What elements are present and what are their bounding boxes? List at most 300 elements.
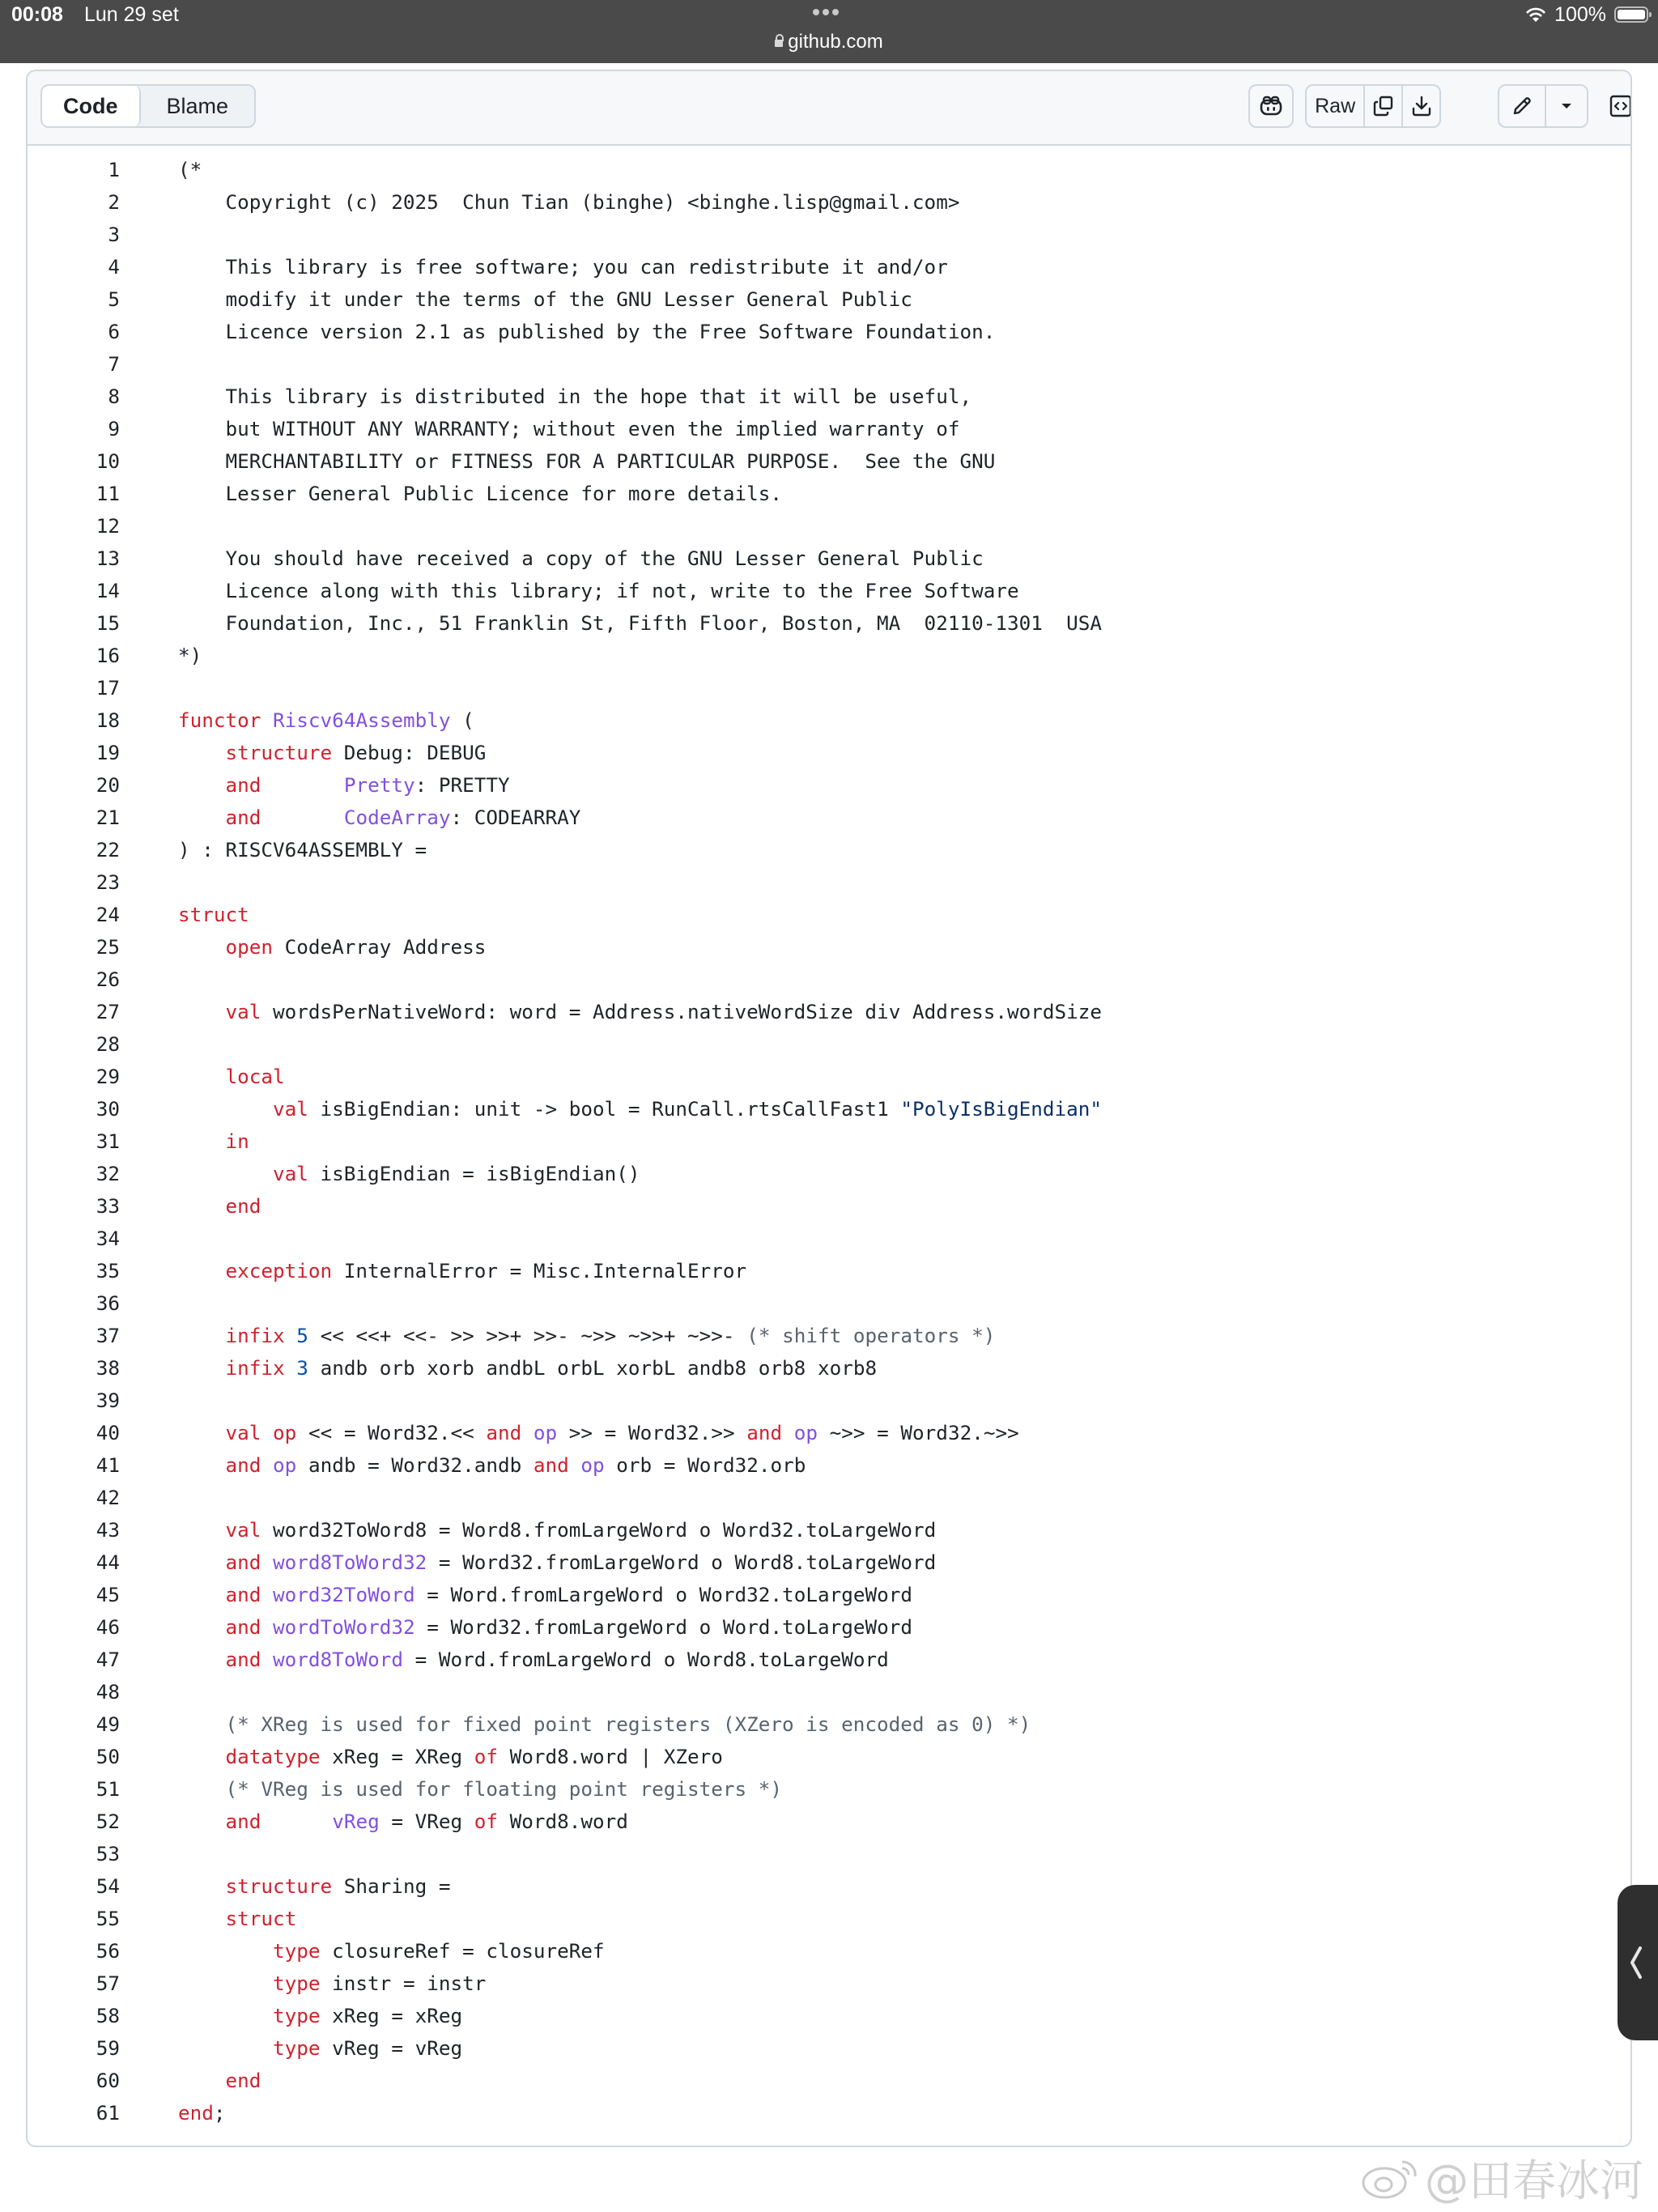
code-token: closureRef = closureRef bbox=[320, 1939, 605, 1963]
code-token: This library is free software; you can redistribute it and/or bbox=[178, 255, 948, 279]
line-number[interactable]: 32 bbox=[96, 1162, 120, 1185]
line-number[interactable]: 25 bbox=[96, 935, 120, 959]
line-number[interactable]: 51 bbox=[96, 1777, 120, 1801]
line-number[interactable]: 9 bbox=[108, 417, 120, 440]
code-line bbox=[28, 1806, 1630, 1838]
line-number[interactable]: 33 bbox=[96, 1194, 120, 1218]
code-token: CodeArray Address bbox=[273, 935, 487, 959]
code-token: of bbox=[474, 1810, 498, 1833]
code-token: and bbox=[225, 1583, 261, 1606]
code-token bbox=[178, 1648, 226, 1671]
code-token: : CODEARRAY bbox=[450, 806, 581, 829]
code-token bbox=[178, 1939, 273, 1963]
line-code bbox=[178, 381, 971, 413]
line-number[interactable]: 24 bbox=[96, 903, 120, 926]
code-token: and bbox=[225, 1810, 261, 1833]
code-token: op bbox=[793, 1421, 818, 1444]
triangle-down-icon bbox=[1560, 102, 1573, 110]
line-number[interactable]: 18 bbox=[96, 708, 120, 732]
code-token bbox=[178, 1583, 226, 1606]
multitask-dots-icon[interactable] bbox=[813, 5, 845, 13]
watermark bbox=[1360, 2146, 1643, 2209]
code-token: infix bbox=[225, 1356, 285, 1380]
line-number[interactable]: 39 bbox=[96, 1389, 120, 1412]
line-number[interactable]: 40 bbox=[96, 1421, 120, 1444]
line-number[interactable]: 50 bbox=[96, 1745, 120, 1768]
code-token: val bbox=[225, 1000, 261, 1023]
code-line bbox=[28, 1611, 1630, 1644]
line-number[interactable]: 49 bbox=[96, 1712, 120, 1736]
code-token: word32ToWord bbox=[273, 1583, 415, 1606]
code-token bbox=[178, 2036, 273, 2060]
line-number[interactable]: 5 bbox=[108, 287, 120, 311]
code-line bbox=[28, 1676, 1630, 1708]
code-token: Riscv64Assembly bbox=[273, 708, 451, 732]
code-line bbox=[28, 704, 1630, 737]
code-token: op bbox=[580, 1453, 605, 1477]
code-token: structure bbox=[225, 741, 333, 764]
line-number[interactable]: 59 bbox=[96, 2036, 120, 2060]
code-viewer bbox=[26, 70, 1632, 2147]
code-token bbox=[178, 1421, 226, 1444]
code-token: (* VReg is used for floating point registers *) bbox=[225, 1777, 783, 1801]
code-token bbox=[178, 1874, 226, 1898]
line-code bbox=[178, 1708, 1031, 1741]
code-line bbox=[28, 1546, 1630, 1579]
line-number[interactable]: 3 bbox=[108, 223, 120, 246]
code-token: Sharing = bbox=[332, 1874, 451, 1898]
code-token bbox=[178, 1162, 273, 1185]
line-code bbox=[178, 1741, 723, 1773]
code-token: type bbox=[273, 1939, 321, 1963]
line-number[interactable]: 60 bbox=[96, 2069, 120, 2092]
code-line bbox=[28, 1773, 1630, 1806]
line-code bbox=[178, 1935, 605, 1967]
code-token: and bbox=[225, 1648, 261, 1671]
code-token: modify it under the terms of the GNU Lesser General Public bbox=[178, 287, 912, 311]
line-code bbox=[178, 1093, 1102, 1125]
line-number[interactable]: 4 bbox=[108, 255, 120, 279]
code-token bbox=[178, 741, 226, 764]
line-code bbox=[178, 704, 474, 737]
edit-actions-group bbox=[1498, 84, 1588, 128]
code-token: This library is distributed in the hope that it will be useful, bbox=[178, 385, 972, 408]
line-number[interactable]: 52 bbox=[96, 1810, 120, 1833]
code-token: infix bbox=[225, 1324, 285, 1347]
line-code bbox=[178, 316, 995, 348]
code-token bbox=[178, 773, 226, 797]
line-code bbox=[178, 1611, 912, 1644]
line-number[interactable]: 8 bbox=[108, 385, 120, 408]
code-token bbox=[178, 1356, 226, 1380]
address-url: github.com bbox=[788, 31, 883, 53]
code-token bbox=[178, 1745, 226, 1768]
line-number[interactable]: 16 bbox=[96, 644, 120, 667]
code-token: = Word32.fromLargeWord o Word.toLargeWord bbox=[414, 1615, 912, 1639]
line-number[interactable]: 11 bbox=[96, 482, 120, 505]
line-number[interactable]: 28 bbox=[96, 1032, 120, 1056]
code-line bbox=[28, 510, 1630, 542]
line-code bbox=[178, 1870, 450, 1903]
line-code bbox=[178, 186, 959, 219]
code-token bbox=[178, 1712, 226, 1736]
code-token: vReg bbox=[332, 1810, 380, 1833]
code-token bbox=[569, 1453, 581, 1477]
code-line bbox=[28, 1093, 1630, 1125]
code-token: in bbox=[225, 1129, 249, 1153]
code-token: word8ToWord bbox=[273, 1648, 403, 1671]
line-number[interactable]: 61 bbox=[96, 2101, 120, 2125]
code-token: and bbox=[225, 806, 261, 829]
code-token: 5 bbox=[296, 1324, 308, 1347]
code-line bbox=[28, 802, 1630, 834]
line-number[interactable]: 21 bbox=[96, 806, 120, 829]
line-number[interactable]: 20 bbox=[96, 773, 120, 797]
raw-button[interactable] bbox=[1307, 86, 1365, 126]
code-token: local bbox=[225, 1065, 285, 1088]
code-token: val bbox=[225, 1421, 261, 1444]
code-line bbox=[28, 542, 1630, 575]
code-token: type bbox=[273, 1972, 321, 1995]
line-code bbox=[178, 251, 948, 283]
code-token: MERCHANTABILITY or FITNESS FOR A PARTICULAR PURPOSE. See the GNU bbox=[178, 449, 996, 473]
code-token bbox=[261, 1583, 273, 1606]
line-code bbox=[178, 413, 959, 445]
code-line bbox=[28, 737, 1630, 769]
file-toolbar bbox=[28, 71, 1630, 146]
code-token: but WITHOUT ANY WARRANTY; without even the implied warranty of bbox=[178, 417, 960, 440]
copilot-icon bbox=[1259, 95, 1283, 117]
code-token bbox=[521, 1421, 534, 1444]
line-code bbox=[178, 1903, 296, 1935]
line-code bbox=[178, 2065, 261, 2097]
line-number[interactable]: 2 bbox=[108, 190, 120, 214]
line-number[interactable]: 45 bbox=[96, 1583, 120, 1606]
line-code bbox=[178, 478, 782, 510]
code-token bbox=[261, 1648, 273, 1671]
code-token: = VReg bbox=[379, 1810, 474, 1833]
code-token: end bbox=[225, 2069, 261, 2092]
code-line bbox=[28, 1838, 1630, 1870]
line-code bbox=[178, 1514, 936, 1546]
line-code bbox=[178, 1061, 285, 1093]
code-line bbox=[28, 219, 1630, 251]
code-token: and bbox=[225, 1615, 261, 1639]
code-line bbox=[28, 1255, 1630, 1287]
line-code bbox=[178, 1806, 628, 1838]
code-token: isBigEndian: unit -> bool = RunCall.rtsCallFast1 bbox=[308, 1097, 901, 1121]
code-token: structure bbox=[225, 1874, 333, 1898]
line-code bbox=[178, 2000, 462, 2032]
code-token bbox=[261, 1810, 332, 1833]
code-token bbox=[782, 1421, 794, 1444]
code-token: Licence version 2.1 as published by the Free Software Foundation. bbox=[178, 320, 996, 343]
code-token: InternalError = Misc.InternalError bbox=[332, 1259, 747, 1283]
code-token: and bbox=[746, 1421, 783, 1444]
code-token: of bbox=[474, 1745, 498, 1768]
code-line bbox=[28, 478, 1630, 510]
line-number[interactable]: 6 bbox=[108, 320, 120, 343]
code-token: You should have received a copy of the GNU Lesser General Public bbox=[178, 547, 984, 570]
code-token bbox=[285, 1324, 297, 1347]
code-token bbox=[261, 1421, 273, 1444]
code-token: functor bbox=[178, 708, 261, 732]
copilot-button[interactable] bbox=[1248, 84, 1294, 128]
copy-raw-button[interactable] bbox=[1365, 86, 1403, 126]
line-number[interactable]: 58 bbox=[96, 2004, 120, 2027]
line-code bbox=[178, 640, 202, 672]
line-code bbox=[178, 1158, 640, 1190]
code-token: isBigEndian = isBigEndian() bbox=[308, 1162, 640, 1185]
code-token: = Word.fromLargeWord o Word8.toLargeWord bbox=[402, 1648, 889, 1671]
code-token: exception bbox=[225, 1259, 333, 1283]
code-token bbox=[178, 1000, 226, 1023]
edit-dropdown-button[interactable] bbox=[1546, 86, 1587, 126]
code-token: ) : RISCV64ASSEMBLY = bbox=[178, 838, 427, 861]
code-token: type bbox=[273, 2004, 321, 2027]
code-line bbox=[28, 1287, 1630, 1320]
line-number[interactable]: 27 bbox=[96, 1000, 120, 1023]
code-token: << <<+ <<- >> >>+ >>- ~>> ~>>+ ~>>- bbox=[308, 1324, 747, 1347]
code-token bbox=[178, 1324, 226, 1347]
code-token: andb = Word32.andb bbox=[296, 1453, 534, 1477]
tab-blame[interactable]: Blame bbox=[166, 94, 229, 118]
code-token: Foundation, Inc., 51 Franklin St, Fifth Floor, Boston, MA 02110-1301 USA bbox=[178, 611, 1102, 635]
line-number[interactable]: 22 bbox=[96, 838, 120, 861]
code-token: CodeArray bbox=[343, 806, 451, 829]
code-line bbox=[28, 1158, 1630, 1190]
code-line bbox=[28, 1644, 1630, 1676]
code-line bbox=[28, 899, 1630, 931]
code-token: xReg = xReg bbox=[320, 2004, 463, 2027]
code-token bbox=[261, 806, 343, 829]
line-code bbox=[178, 1449, 806, 1482]
code-token: and bbox=[486, 1421, 522, 1444]
code-line bbox=[28, 2097, 1630, 2129]
pencil-icon bbox=[1511, 95, 1533, 117]
line-number[interactable]: 46 bbox=[96, 1615, 120, 1639]
line-number[interactable]: 14 bbox=[96, 579, 120, 602]
code-line bbox=[28, 1061, 1630, 1093]
code-token: instr = instr bbox=[320, 1972, 487, 1995]
code-token: (* XReg is used for fixed point registers (XZero is encoded as 0) *) bbox=[225, 1712, 1031, 1736]
line-number[interactable]: 53 bbox=[96, 1842, 120, 1865]
code-token: Pretty bbox=[343, 773, 415, 797]
edit-file-button[interactable] bbox=[1499, 86, 1546, 126]
code-line bbox=[28, 963, 1630, 996]
code-line bbox=[28, 1028, 1630, 1061]
code-token: and bbox=[533, 1453, 569, 1477]
line-number[interactable]: 7 bbox=[108, 352, 120, 376]
address-bar[interactable] bbox=[0, 31, 1658, 53]
code-token bbox=[261, 1615, 273, 1639]
line-number[interactable]: 38 bbox=[96, 1356, 120, 1380]
code-token bbox=[178, 806, 226, 829]
code-token: orb = Word32.orb bbox=[604, 1453, 806, 1477]
line-code bbox=[178, 931, 486, 963]
code-token: Word8.word | XZero bbox=[497, 1745, 723, 1768]
code-line bbox=[28, 1482, 1630, 1514]
download-button[interactable] bbox=[1403, 86, 1439, 126]
code-token: op bbox=[273, 1421, 297, 1444]
status-bar bbox=[0, 0, 1658, 63]
code-token bbox=[178, 2004, 273, 2027]
code-token: val bbox=[273, 1097, 308, 1121]
code-token: and bbox=[225, 773, 261, 797]
line-code bbox=[178, 154, 202, 186]
view-switcher bbox=[40, 84, 256, 128]
lock-icon bbox=[775, 40, 783, 47]
status-date: Lun 29 set bbox=[84, 3, 179, 26]
line-code bbox=[178, 1125, 249, 1158]
code-line bbox=[28, 1967, 1630, 2000]
line-number[interactable]: 34 bbox=[96, 1227, 120, 1250]
code-token: Lesser General Public Licence for more details. bbox=[178, 482, 783, 505]
line-code bbox=[178, 445, 995, 478]
code-token: open bbox=[225, 935, 274, 959]
line-number[interactable]: 31 bbox=[96, 1129, 120, 1153]
code-token: Licence along with this library; if not, write to the Free Software bbox=[178, 579, 1019, 602]
line-code bbox=[178, 1190, 261, 1223]
code-token bbox=[178, 1453, 226, 1477]
code-line bbox=[28, 1125, 1630, 1158]
code-line bbox=[28, 1417, 1630, 1449]
line-number[interactable]: 30 bbox=[96, 1097, 120, 1121]
code-line bbox=[28, 1935, 1630, 1967]
line-code bbox=[178, 1546, 936, 1579]
line-number[interactable]: 26 bbox=[96, 968, 120, 991]
code-token: end bbox=[225, 1194, 261, 1218]
battery-percent: 100% bbox=[1554, 3, 1606, 26]
line-number[interactable]: 44 bbox=[96, 1551, 120, 1574]
line-code bbox=[178, 2097, 226, 2129]
code-token bbox=[178, 1810, 226, 1833]
code-token: and bbox=[225, 1551, 261, 1574]
code-line bbox=[28, 445, 1630, 478]
chevron-left-icon bbox=[1627, 1945, 1643, 1980]
line-code bbox=[178, 996, 1102, 1028]
line-code bbox=[178, 283, 912, 316]
line-number[interactable]: 29 bbox=[96, 1065, 120, 1088]
line-number[interactable]: 43 bbox=[96, 1518, 120, 1542]
code-line bbox=[28, 769, 1630, 802]
code-line bbox=[28, 283, 1630, 316]
line-number[interactable]: 35 bbox=[96, 1259, 120, 1283]
line-number[interactable]: 19 bbox=[96, 741, 120, 764]
code-line bbox=[28, 381, 1630, 413]
code-token: struct bbox=[225, 1907, 297, 1930]
code-token: = Word32.fromLargeWord o Word8.toLargeWord bbox=[427, 1551, 937, 1574]
code-token: wordToWord32 bbox=[273, 1615, 415, 1639]
code-token: ( bbox=[450, 708, 474, 732]
code-token bbox=[178, 1907, 226, 1930]
line-code bbox=[178, 1320, 995, 1352]
line-number[interactable]: 1 bbox=[108, 158, 120, 181]
code-token bbox=[261, 1453, 273, 1477]
code-token: word8ToWord32 bbox=[273, 1551, 427, 1574]
code-token bbox=[178, 1615, 226, 1639]
line-number[interactable]: 56 bbox=[96, 1939, 120, 1963]
code-line bbox=[28, 931, 1630, 963]
code-token: (* shift operators *) bbox=[746, 1324, 996, 1347]
line-code bbox=[178, 899, 249, 931]
line-number[interactable]: 17 bbox=[96, 676, 120, 700]
code-token: xReg = XReg bbox=[320, 1745, 474, 1768]
code-line bbox=[28, 1741, 1630, 1773]
code-line bbox=[28, 316, 1630, 348]
side-panel-handle[interactable] bbox=[1618, 1885, 1658, 2040]
line-code bbox=[178, 1773, 782, 1806]
code-token: val bbox=[273, 1162, 308, 1185]
code-token bbox=[178, 1129, 226, 1153]
status-right bbox=[1525, 3, 1606, 27]
code-token bbox=[178, 1972, 273, 1995]
code-token: = Word.fromLargeWord o Word32.toLargeWord bbox=[414, 1583, 912, 1606]
symbols-panel-button[interactable] bbox=[1600, 84, 1632, 128]
line-number[interactable]: 37 bbox=[96, 1324, 120, 1347]
line-number[interactable]: 55 bbox=[96, 1907, 120, 1930]
line-number[interactable]: 23 bbox=[96, 870, 120, 894]
code-token: andb orb xorb andbL orbL xorbL andb8 orb8 xorb8 bbox=[308, 1356, 878, 1380]
code-token: op bbox=[533, 1421, 558, 1444]
watermark-text: @田春冰河 bbox=[1425, 2155, 1643, 2206]
code-line bbox=[28, 186, 1630, 219]
line-number[interactable]: 41 bbox=[96, 1453, 120, 1477]
code-token bbox=[178, 1097, 273, 1121]
code-token bbox=[261, 1551, 273, 1574]
code-line bbox=[28, 640, 1630, 672]
line-number[interactable]: 13 bbox=[96, 547, 120, 570]
code-line bbox=[28, 348, 1630, 381]
code-token: : PRETTY bbox=[414, 773, 510, 797]
code-line bbox=[28, 154, 1630, 186]
tab-code[interactable]: Code bbox=[42, 86, 141, 126]
code-token: *) bbox=[178, 644, 202, 667]
line-number[interactable]: 12 bbox=[96, 514, 120, 538]
code-token: Debug: DEBUG bbox=[332, 741, 487, 764]
code-line bbox=[28, 251, 1630, 283]
code-token: ; bbox=[213, 2101, 226, 2125]
code-token: "PolyIsBigEndian" bbox=[900, 1097, 1103, 1121]
code-token: type bbox=[273, 2036, 321, 2060]
line-number[interactable]: 15 bbox=[96, 611, 120, 635]
code-token bbox=[261, 708, 273, 732]
line-code bbox=[178, 834, 427, 866]
line-number[interactable]: 36 bbox=[96, 1291, 120, 1315]
line-code bbox=[178, 2032, 462, 2065]
code-square-icon bbox=[1609, 94, 1632, 118]
code-token bbox=[178, 1777, 226, 1801]
line-number[interactable]: 48 bbox=[96, 1680, 120, 1704]
raw-label: Raw bbox=[1315, 94, 1356, 117]
code-token: Word8.word bbox=[498, 1810, 628, 1833]
code-line bbox=[28, 575, 1630, 607]
status-time: 00:08 bbox=[11, 3, 63, 26]
line-code bbox=[178, 1967, 486, 2000]
code-line bbox=[28, 1385, 1630, 1417]
line-number[interactable]: 54 bbox=[96, 1874, 120, 1898]
code-token: wordsPerNativeWord: word = Address.nativeWordSize div Address.wordSize bbox=[261, 1000, 1102, 1023]
code-token: << = Word32.<< bbox=[296, 1421, 487, 1444]
copy-icon bbox=[1372, 95, 1395, 117]
line-number[interactable]: 42 bbox=[96, 1486, 120, 1509]
line-code bbox=[178, 1255, 746, 1287]
line-number[interactable]: 47 bbox=[96, 1648, 120, 1671]
line-number[interactable]: 57 bbox=[96, 1972, 120, 1995]
code-line bbox=[28, 2065, 1630, 2097]
line-number[interactable]: 10 bbox=[96, 449, 120, 473]
code-line bbox=[28, 1514, 1630, 1546]
